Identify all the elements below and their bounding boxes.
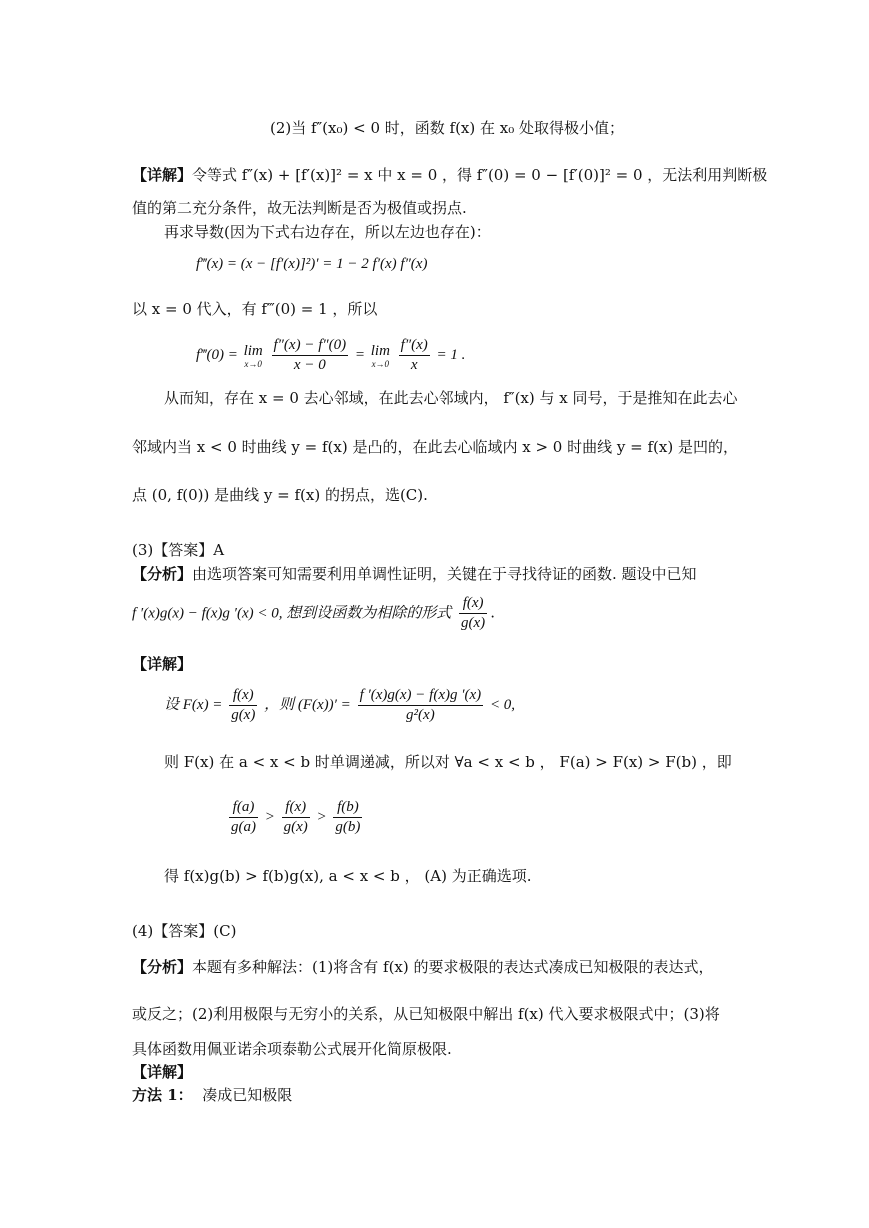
text-line-13-body: f ′(x)g(x) − f(x)g ′(x) < 0, 想到设函数为相除的形式 — [132, 605, 452, 622]
method-1-tag: 方法 1： — [132, 1086, 193, 1104]
text-line-20-body: 本题有多种解法：(1)将含有 f(x) 的要求极限的表达式凑成已知极限的表达式， — [192, 958, 714, 976]
text-line-13: f ′(x)g(x) − f(x)g ′(x) < 0, 想到设函数为相除的形式 $\frac{f(x)}{g(x)}$ . — [132, 595, 495, 631]
formula-third-derivative: f‴(x) = (x − [f′(x)]²)′ = 1 − 2 f′(x) f″(x) — [196, 256, 428, 272]
fraction-F-derivative: $\frac{f '(x)g(x) - f(x)g '(x)}{\text{g²(x)}}$ — [359, 687, 482, 723]
text-line-21: 或反之；(2)利用极限与无穷小的关系，从已知极限中解出 f(x) 代入要求极限式中；(3)将 — [132, 1005, 720, 1023]
text-line-12-body: 由选项答案可知需要利用单调性证明，关键在于寻找待证的函数. 题设中已知 — [192, 565, 697, 583]
lim-operator-2: lim x→0 — [370, 342, 390, 369]
text-line-8: 从而知，存在 x = 0 去心邻域，在此去心邻域内， f″(x) 与 x 同号，于是推知在此去心 — [164, 389, 738, 407]
text-line-2-body: 令等式 f″(x) + [f′(x)]² = x 中 x = 0 ，得 f″(0) = 0 − [f′(0)]² = 0 ，无法利用判断极 — [192, 166, 768, 184]
detail-tag: 【详解】 — [132, 166, 193, 184]
formula-inequality: $\frac{f(a)}{g(a)}$ > $\frac{f(x)}{g(x)}$ > $\frac{f(b)}{g(b)}$ — [231, 799, 361, 835]
text-line-10: 点 (0, f(0)) 是曲线 y = f(x) 的拐点，选(C). — [132, 486, 428, 504]
formula-limit-eq: = — [354, 346, 365, 363]
fraction-2: $\frac{f''(x)}{x}$ — [400, 337, 428, 373]
fraction-1: $\frac{f''(x) - f''(0)}{x - 0}$ — [273, 337, 347, 373]
fraction-F: $\frac{f(x)}{g(x)}$ — [231, 687, 256, 723]
lim-operator-1: lim x→0 — [243, 342, 263, 369]
answer-3-heading: (3)【答案】A — [132, 541, 225, 559]
text-line-1: (2)当 f″(x₀) < 0 时，函数 f(x) 在 x₀ 处取得极小值； — [270, 119, 625, 137]
fraction-a: $\frac{f(a)}{g(a)}$ — [231, 799, 256, 835]
answer-4-heading: (4)【答案】(C) — [132, 922, 237, 940]
text-line-3: 值的第二充分条件，故无法判断是否为极值或拐点. — [132, 199, 467, 217]
formula-limit-rhs: = 1 . — [436, 346, 466, 363]
formula-limit — [196, 336, 465, 375]
analysis-tag-2: 【分析】 — [132, 958, 193, 976]
method-1-title: 凑成已知极限 — [202, 1086, 293, 1104]
text-line-22: 具体函数用佩亚诺余项泰勒公式展开化简原极限. — [132, 1040, 452, 1058]
text-line-20 — [132, 957, 714, 977]
text-line-16: 则 F(x) 在 a < x < b 时单调递减，所以对 ∀a < x < b ， F(a) > F(x) > F(b) ，即 — [164, 753, 732, 771]
fraction-x: $\frac{f(x)}{g(x)}$ — [283, 799, 308, 835]
fraction-b: $\frac{f(b)}{g(b)}$ — [335, 799, 361, 835]
detail-heading: 【详解】 — [132, 655, 193, 673]
text-line-9: 邻域内当 x < 0 时曲线 y = f(x) 是凸的，在此去心临域内 x > 0 时曲线 y = f(x) 是凹的， — [132, 438, 738, 456]
text-line-4: 再求导数(因为下式右边存在，所以左边也存在)： — [164, 223, 491, 241]
analysis-tag: 【分析】 — [132, 565, 193, 583]
fraction-f-over-g: $\frac{f(x)}{g(x)}$ — [461, 595, 486, 631]
text-line-24 — [132, 1085, 292, 1105]
text-line-18: 得 f(x)g(b) > f(b)g(x), a < x < b ， (A) 为正确选项. — [164, 867, 532, 885]
formula-limit-lhs: f‴(0) = — [196, 346, 238, 363]
text-line-2 — [132, 165, 767, 185]
text-line-12 — [132, 564, 697, 584]
text-line-6: 以 x = 0 代入，有 f‴(0) = 1 ，所以 — [132, 300, 378, 318]
formula-F-definition: 设 F(x) = $\frac{f(x)}{g(x)}$ ，则 (F(x))′ = $\frac{f '(x)g(x) - f(x)g '(x)}{\text{g²(x)}}$ < 0, — [164, 687, 516, 723]
detail-heading-2: 【详解】 — [132, 1063, 193, 1081]
